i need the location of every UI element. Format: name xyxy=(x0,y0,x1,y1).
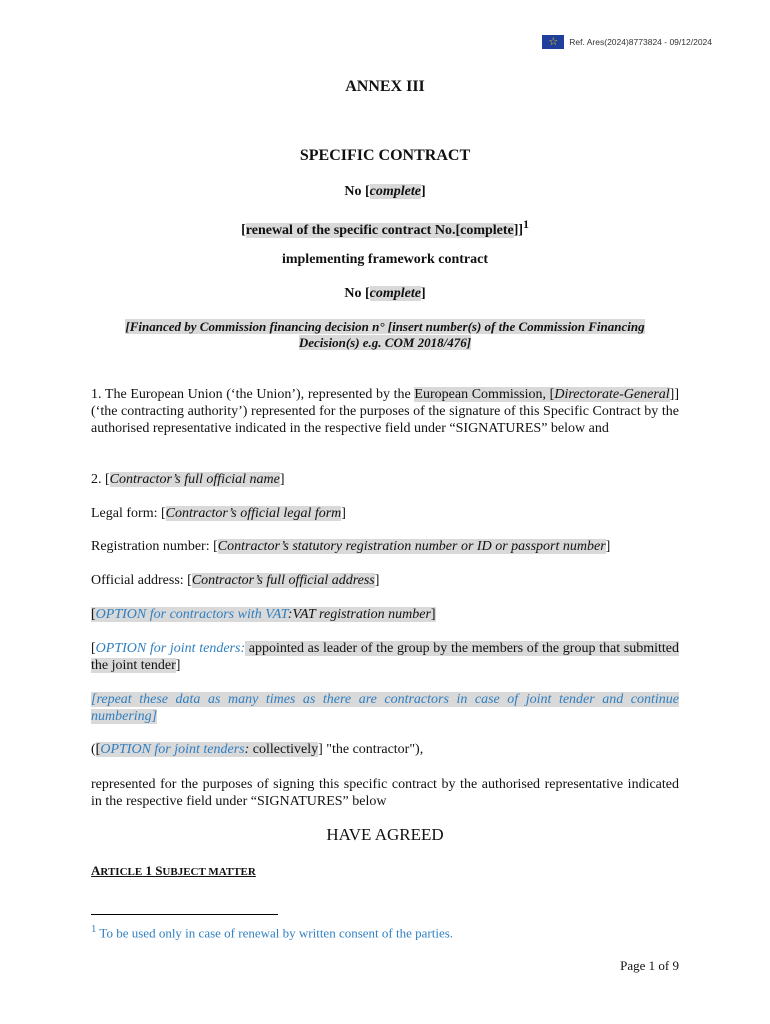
renewal-text: renewal of the specific contract No.[complete xyxy=(245,222,514,238)
financed-line-1: [Financed by Commission financing decision n° [insert number(s) of the Commission Financing xyxy=(125,319,645,334)
complete-placeholder: complete xyxy=(369,184,421,199)
party-1-paragraph: 1. The European Union (‘the Union’), represented by the European Commission, [Directorate-General]] (‘the contracting authority’) represented for the purposes of the signature of this Specific Contract by the authorised representative indicated in the respective field under “SIGNATURES” below and xyxy=(91,387,679,436)
contract-number: No [complete] xyxy=(344,184,426,199)
reference-stamp xyxy=(542,35,712,49)
page-number: Page 1 of 9 xyxy=(620,958,679,973)
joint-tender-paragraph: [OPTION for joint tenders: appointed as leader of the group by the members of the group that submitted the joint tender] xyxy=(91,641,679,673)
repeat-note: [repeat these data as many times as there are contractors in case of joint tender and continue numbering] xyxy=(91,692,679,724)
no-label: No xyxy=(344,184,365,199)
contract-title: SPECIFIC CONTRACT xyxy=(299,147,471,164)
financed-line-2: Decision(s) e.g. COM 2018/476] xyxy=(298,335,472,350)
party-2-paragraph: 2. [Contractor’s full official name] xyxy=(91,472,285,487)
annex-title: ANNEX III xyxy=(345,78,425,95)
no-label-2: No xyxy=(344,286,365,301)
renewal-line: [renewal of the specific contract No.[complete]]$^1$ xyxy=(241,218,529,238)
footnote-divider xyxy=(91,914,278,915)
reference-text: Ref. Ares(2024)8773824 - 09/12/2024 xyxy=(569,37,712,47)
address-line: Official address: [Contractor’s full official address] xyxy=(91,573,380,588)
registration-line: Registration number: [Contractor’s statutory registration number or ID or passport number] xyxy=(91,539,611,554)
legal-form-line: Legal form: [Contractor’s official legal form] xyxy=(91,506,346,521)
framework-number: No [complete] xyxy=(344,286,426,301)
footnote: $^1$ To be used only in case of renewal by written consent of the parties. xyxy=(91,923,454,941)
vat-line: [OPTION for contractors with VAT:VAT registration number] xyxy=(91,607,436,622)
footnote-marker: 1 xyxy=(523,218,529,231)
complete-placeholder-2: complete xyxy=(369,286,421,301)
eu-flag-icon xyxy=(542,35,564,49)
have-agreed-heading: HAVE AGREED xyxy=(326,825,444,844)
article-1-heading: ARTICLE 1 SUBJECT MATTER xyxy=(91,863,256,878)
collectively-line: ([OPTION for joint tenders: collectively] "the contractor"), xyxy=(91,742,424,757)
represented-paragraph: represented for the purposes of signing this specific contract by the authorised representative indicated in the respective field under “SIGNATURES” below xyxy=(91,777,679,809)
implementing-line: implementing framework contract xyxy=(281,252,489,267)
